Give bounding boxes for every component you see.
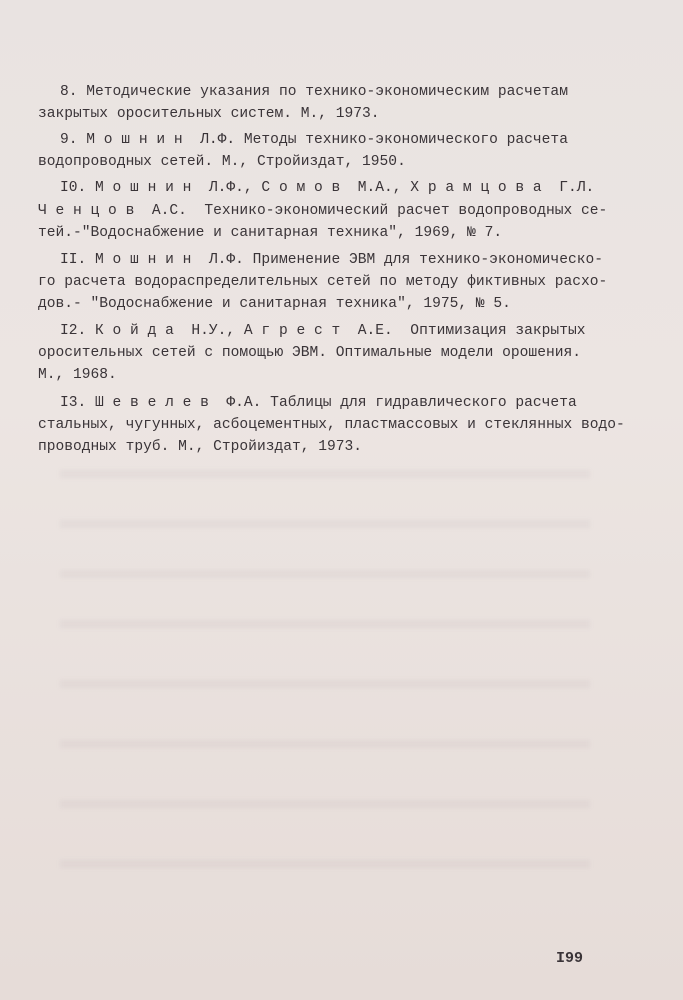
page-number: I99 bbox=[556, 950, 584, 967]
reference-line: II. М о ш н и н Л.Ф. Применение ЭВМ для технико-экономическо- bbox=[60, 252, 603, 268]
reference-line: Ч е н ц о в А.С. Технико-экономический расчет водопроводных се- bbox=[38, 203, 608, 219]
reference-line: тей.-"Водоснабжение и санитарная техника", 1969, № 7. bbox=[38, 225, 503, 241]
reference-line: М., 1968. bbox=[38, 367, 117, 383]
reference-line: стальных, чугунных, асбоцементных, пластмассовых и стеклянных водо- bbox=[38, 417, 625, 433]
reference-line: 8. Методические указания по технико-экономическим расчетам bbox=[60, 84, 568, 100]
reference-line: I3. Ш е в е л е в Ф.А. Таблицы для гидравлического расчета bbox=[60, 395, 577, 411]
reference-line: го расчета водораспределительных сетей по методу фиктивных расхо- bbox=[38, 274, 608, 290]
reference-line: дов.- "Водоснабжение и санитарная техника", 1975, № 5. bbox=[38, 296, 511, 312]
reference-line: проводных труб. М., Стройиздат, 1973. bbox=[38, 439, 363, 455]
reference-line: 9. М о ш н и н Л.Ф. Методы технико-экономического расчета bbox=[60, 132, 568, 148]
reference-line: оросительных сетей с помощью ЭВМ. Оптимальные модели орошения. bbox=[38, 345, 581, 361]
reference-line: водопроводных сетей. М., Стройиздат, 1950. bbox=[38, 154, 406, 170]
reference-line: I0. М о ш н и н Л.Ф., С о м о в М.А., Х р а м ц о в а Г.Л. bbox=[60, 180, 595, 196]
reference-line: закрытых оросительных систем. М., 1973. bbox=[38, 106, 380, 122]
reference-line: I2. К о й д а Н.У., А г р е с т А.Е. Оптимизация закрытых bbox=[60, 323, 586, 339]
